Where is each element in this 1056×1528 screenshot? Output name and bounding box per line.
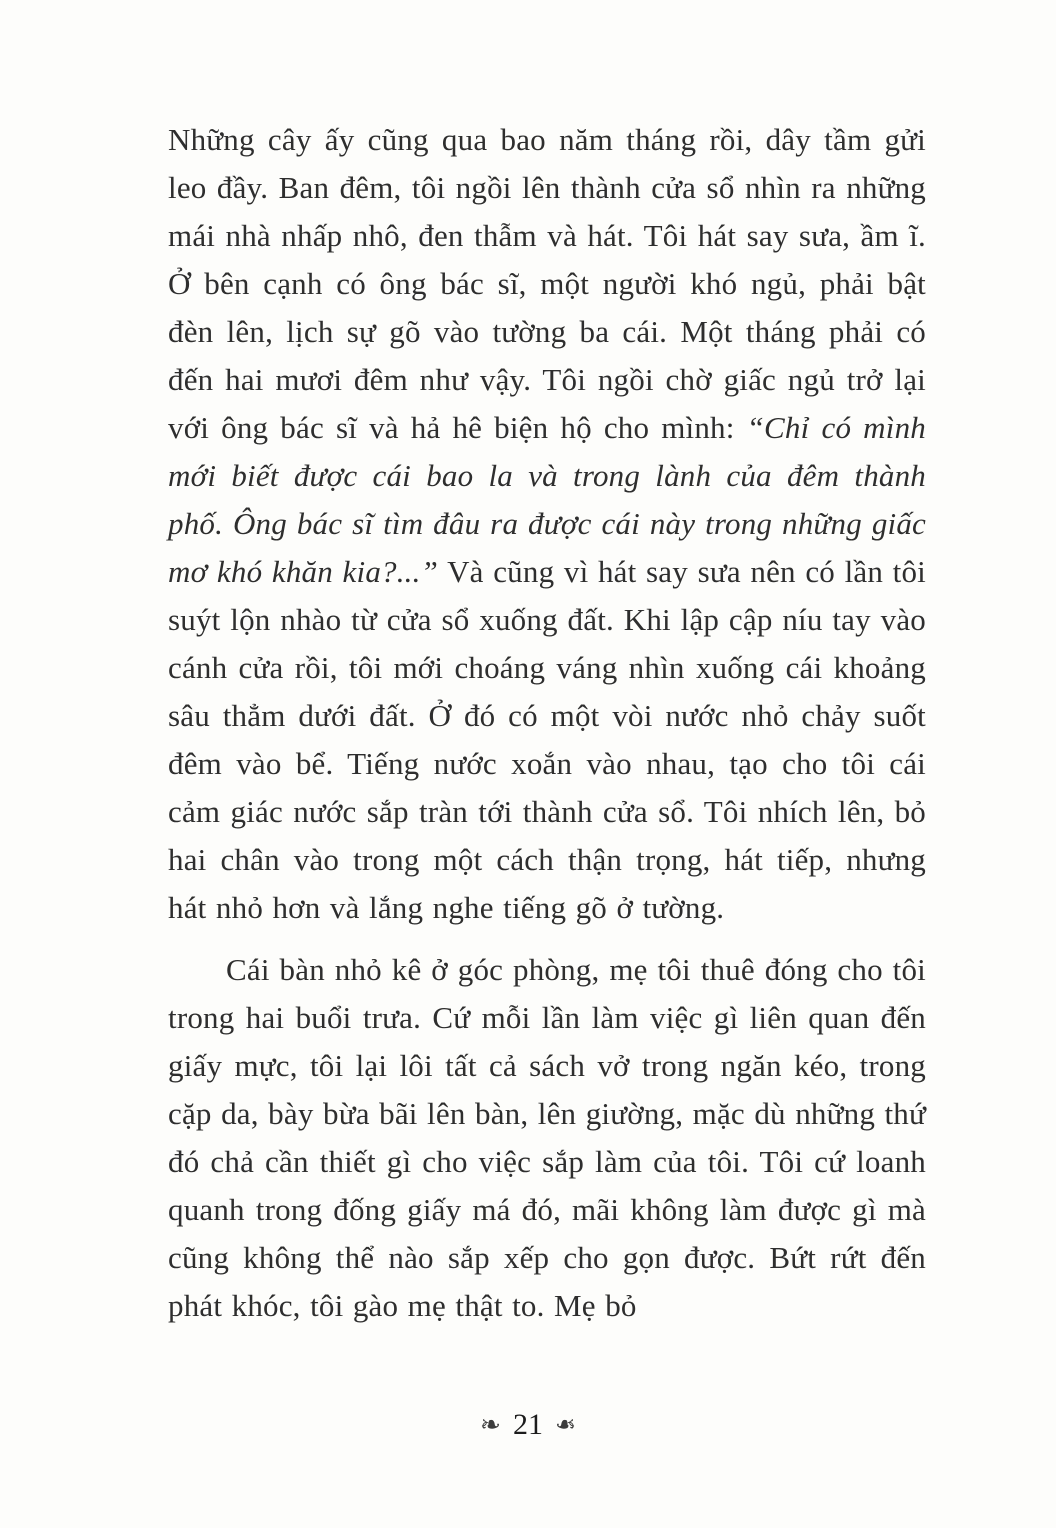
text-segment: Và cũng vì hát say sưa nên có lần tôi suýt lộn nhào từ cửa sổ xuống đất. Khi lập cập níu tay vào cánh cửa rồi, tôi mới choáng váng nhìn xuống cái khoảng sâu thẳm dưới đất. Ở đó có một vòi nước nhỏ chảy suốt đêm vào bể. Tiếng nước xoắn vào nhau, tạo cho tôi cái cảm giác nước sắp tràn tới thành cửa sổ. Tôi nhích lên, bỏ hai chân vào trong một cách thận trọng, hát tiếp, nhưng hát nhỏ hơn và lắng nghe tiếng gõ ở tường. — [168, 554, 926, 925]
paragraph-small-desk — [168, 946, 926, 1330]
leaf-ornament-left-icon: ❧ — [480, 1411, 501, 1439]
text-segment: Cái bàn nhỏ kê ở góc phòng, mẹ tôi thuê đóng cho tôi trong hai buổi trưa. Cứ mỗi lần làm việc gì liên quan đến giấy mực, tôi lại lôi tất cả sách vở trong ngăn kéo, trong cặp da, bày bừa bãi lên bàn, lên giường, mặc dù những thứ đó chả cần thiết gì cho việc sắp làm của tôi. Tôi cứ loanh quanh trong đống giấy má đó, mãi không làm được gì mà cũng không thể nào sắp xếp cho gọn được. Bứt rứt đến phát khóc, tôi gào mẹ thật to. Mẹ bỏ — [168, 952, 926, 1323]
paragraph-night-singing — [168, 116, 926, 932]
text-block — [168, 116, 926, 1330]
page-number: 21 — [513, 1408, 543, 1441]
page-footer — [0, 1408, 1056, 1442]
text-segment: Những cây ấy cũng qua bao năm tháng rồi, dây tầm gửi leo đầy. Ban đêm, tôi ngồi lên thành cửa sổ nhìn ra những mái nhà nhấp nhô, đen thẫm và hát. Tôi hát say sưa, ầm ĩ. Ở bên cạnh có ông bác sĩ, một người khó ngủ, phải bật đèn lên, lịch sự gõ vào tường ba cái. Một tháng phải có đến hai mươi đêm như vậy. Tôi ngồi chờ giấc ngủ trở lại với ông bác sĩ và hả hê biện hộ cho mình: — [168, 122, 926, 445]
quoted-inner-monologue: “Chỉ có mình mới biết được cái bao la và trong lành của đêm thành phố. Ông bác sĩ tìm đâu ra được cái này trong những giấc mơ khó khăn kia?...” — [168, 410, 926, 589]
leaf-ornament-right-icon: ❧ — [555, 1411, 576, 1439]
